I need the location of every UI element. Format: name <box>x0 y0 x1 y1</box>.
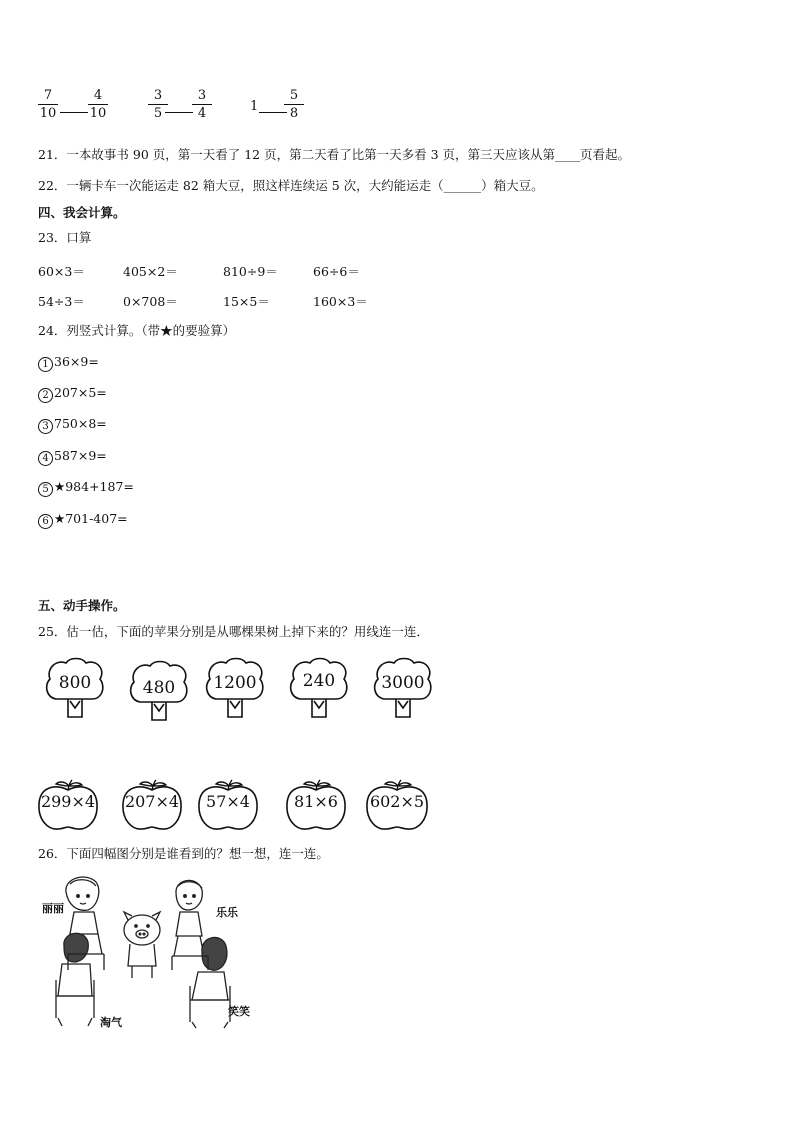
apple[interactable] <box>364 778 430 832</box>
fraction: 3 5 <box>148 88 168 121</box>
apple[interactable] <box>196 778 260 832</box>
answer-blank[interactable] <box>259 112 287 113</box>
item-number: 4 <box>38 451 53 466</box>
item-number: 1 <box>38 357 53 372</box>
vertical-calc-item: 2 207×5= <box>38 385 107 403</box>
vertical-calc-item: 3 750×8= <box>38 416 107 434</box>
item-number: 5 <box>38 482 53 497</box>
question-21: 21．一本故事书 90 页，第一天看了 12 页，第二天看了比第一天多看 3 页，第三天应该从第____页看起。 <box>38 147 631 162</box>
tree-value: 240 <box>302 671 336 691</box>
vertical-calc-item: 5 ★984+187= <box>38 479 134 497</box>
question-24: 24．列竖式计算。（带★的要验算） <box>38 323 236 338</box>
oral-calc: 810÷9＝ <box>223 264 278 279</box>
apple-expression: 207×4 <box>124 792 180 811</box>
item-number: 3 <box>38 419 53 434</box>
tree[interactable] <box>126 658 192 724</box>
vertical-calc-item: 6 ★701-407= <box>38 511 128 529</box>
apple[interactable] <box>36 778 100 832</box>
apple-expression: 299×4 <box>40 792 96 811</box>
tree-value: 480 <box>142 678 176 698</box>
kid-name-taoqi: 淘气 <box>100 1016 122 1029</box>
oral-calc: 405×2＝ <box>123 264 178 279</box>
tree[interactable] <box>286 655 352 721</box>
oral-calc: 60×3＝ <box>38 264 85 279</box>
oral-calc: 54÷3＝ <box>38 294 85 309</box>
apple[interactable] <box>284 778 348 832</box>
children-illustration-icon <box>40 870 260 1030</box>
tree-value: 1200 <box>213 673 257 693</box>
apple-expression: 57×4 <box>206 792 250 811</box>
vertical-calc-item: 4 587×9= <box>38 448 107 466</box>
fraction: 4 10 <box>89 88 107 121</box>
item-number: 2 <box>38 388 53 403</box>
kid-name-lele: 乐乐 <box>216 906 238 919</box>
children-around-pig-illustration <box>40 870 260 1030</box>
item-number: 6 <box>38 514 53 529</box>
answer-blank[interactable] <box>165 112 193 113</box>
oral-calc: 160×3＝ <box>313 294 368 309</box>
tree[interactable] <box>370 655 436 721</box>
section-5-heading: 五、动手操作。 <box>38 598 126 613</box>
question-22: 22．一辆卡车一次能运走 82 箱大豆，照这样连续运 5 次，大约能运走（______）箱大豆。 <box>38 178 544 193</box>
oral-calc: 0×708＝ <box>123 294 178 309</box>
fraction: 5 8 <box>284 88 304 121</box>
fraction: 3 4 <box>192 88 212 121</box>
apple[interactable] <box>120 778 184 832</box>
tree[interactable] <box>42 655 108 721</box>
question-26: 26．下面四幅图分别是谁看到的？想一想，连一连。 <box>38 846 329 861</box>
apple-expression: 81×6 <box>294 792 338 811</box>
oral-calc: 66÷6＝ <box>313 264 360 279</box>
whole-number: 1 <box>250 99 259 114</box>
question-23: 23．口算 <box>38 230 92 245</box>
section-4-heading: 四、我会计算。 <box>38 205 126 220</box>
question-25: 25．估一估，下面的苹果分别是从哪棵果树上掉下来的？用线连一连． <box>38 624 429 639</box>
kid-name-lili: 丽丽 <box>42 902 64 915</box>
kid-name-xiaoxiao: 笑笑 <box>228 1005 250 1018</box>
fraction: 7 10 <box>39 88 57 121</box>
answer-blank[interactable] <box>60 112 88 113</box>
tree[interactable] <box>202 655 268 721</box>
tree-value: 800 <box>58 673 92 693</box>
oral-calc: 15×5＝ <box>223 294 270 309</box>
vertical-calc-item: 1 36×9= <box>38 354 99 372</box>
tree-value: 3000 <box>381 673 425 693</box>
apple-expression: 602×5 <box>369 792 425 811</box>
